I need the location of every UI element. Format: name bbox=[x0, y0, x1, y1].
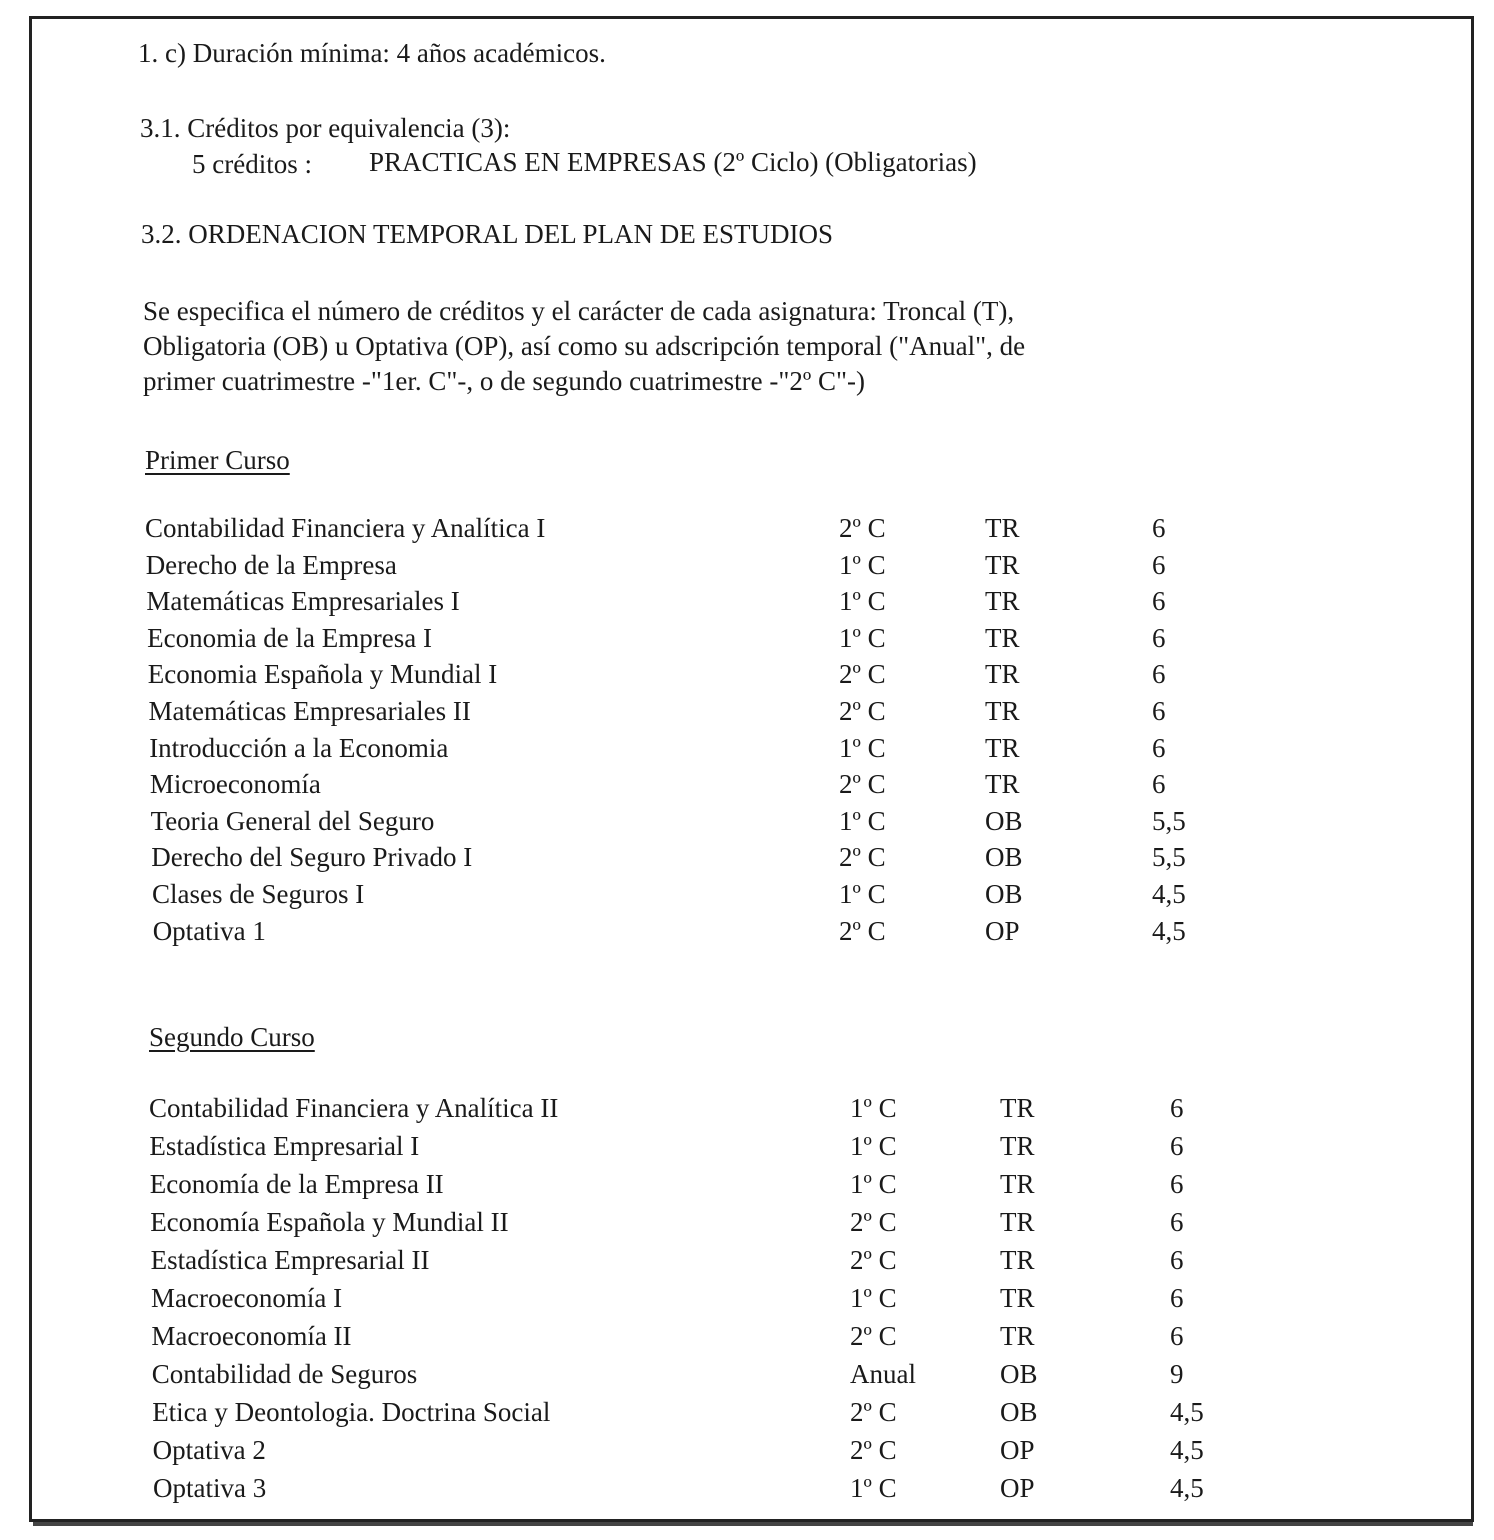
credits-cell: 4,5 bbox=[1152, 879, 1186, 909]
period-cell: 2º C bbox=[839, 842, 886, 873]
credits-cell: 6 bbox=[1152, 622, 1166, 653]
period-cell: 2º C bbox=[839, 513, 886, 543]
subject-cell: Macroeconomía II bbox=[151, 1321, 352, 1351]
subject-cell: Microeconomía bbox=[149, 769, 321, 800]
credits-cell: 6 bbox=[1170, 1321, 1184, 1351]
type-cell: TR bbox=[1000, 1245, 1035, 1275]
credits-cell: 6 bbox=[1170, 1207, 1184, 1237]
subject-cell: Introducción a la Economia bbox=[149, 732, 449, 763]
subject-cell: Optativa 1 bbox=[152, 915, 266, 946]
credits-cell: 6 bbox=[1170, 1131, 1184, 1161]
credits-cell: 4,5 bbox=[1170, 1473, 1204, 1503]
subject-cell: Economia de la Empresa I bbox=[147, 622, 432, 653]
credits-cell: 9 bbox=[1170, 1359, 1184, 1389]
table-row bbox=[0, 1361, 1494, 1397]
subject-cell: Matemáticas Empresariales I bbox=[146, 586, 460, 617]
table-row bbox=[0, 1247, 1494, 1283]
type-cell: OP bbox=[985, 915, 1020, 946]
type-cell: TR bbox=[985, 659, 1020, 690]
subject-cell: Contabilidad de Seguros bbox=[151, 1359, 418, 1389]
credits-cell: 6 bbox=[1152, 769, 1166, 800]
subject-cell: Estadística Empresarial I bbox=[149, 1131, 420, 1161]
type-cell: OP bbox=[1000, 1473, 1035, 1503]
period-cell: 2º C bbox=[839, 659, 886, 690]
period-cell: Anual bbox=[850, 1359, 916, 1389]
table-row bbox=[0, 1475, 1494, 1511]
description-line-2: Obligatoria (OB) u Optativa (OP), así como su adscripción temporal ("Anual", de bbox=[143, 331, 1026, 361]
credits-detail: PRACTICAS EN EMPRESAS (2º Ciclo) (Obligatorias) bbox=[369, 147, 977, 177]
credits-cell: 6 bbox=[1152, 696, 1166, 726]
table-row bbox=[0, 805, 1494, 844]
credits-amount: 5 créditos : bbox=[192, 149, 312, 179]
subject-cell: Matemáticas Empresariales II bbox=[148, 696, 471, 726]
period-cell: 2º C bbox=[850, 1435, 897, 1465]
type-cell: TR bbox=[985, 732, 1020, 763]
subject-cell: Economia Española y Mundial I bbox=[147, 659, 498, 690]
subject-cell: Contabilidad Financiera y Analítica I bbox=[145, 513, 546, 543]
credits-cell: 6 bbox=[1152, 659, 1166, 690]
type-cell: TR bbox=[1000, 1169, 1035, 1199]
type-cell: TR bbox=[985, 549, 1020, 580]
subject-cell: Etica y Deontologia. Doctrina Social bbox=[152, 1397, 551, 1427]
table-row bbox=[0, 1133, 1494, 1169]
table-row bbox=[0, 1285, 1494, 1321]
type-cell: TR bbox=[1000, 1321, 1035, 1351]
credits-cell: 6 bbox=[1152, 549, 1166, 580]
table-row bbox=[0, 588, 1494, 624]
table-row bbox=[0, 771, 1494, 807]
type-cell: OB bbox=[985, 842, 1023, 873]
section-title: 3.2. ORDENACION TEMPORAL DEL PLAN DE ESTUDIOS bbox=[141, 219, 833, 249]
period-cell: 1º C bbox=[839, 879, 886, 909]
credits-cell: 6 bbox=[1152, 586, 1166, 617]
type-cell: TR bbox=[985, 769, 1020, 800]
credits-cell: 6 bbox=[1170, 1169, 1184, 1199]
type-cell: TR bbox=[1000, 1131, 1035, 1161]
primer-curso-heading: Primer Curso bbox=[145, 445, 290, 475]
subject-cell: Macroeconomía I bbox=[151, 1283, 343, 1313]
period-cell: 2º C bbox=[839, 915, 886, 946]
type-cell: TR bbox=[985, 696, 1020, 726]
period-cell: 2º C bbox=[850, 1321, 897, 1351]
table-row bbox=[0, 1171, 1494, 1207]
subject-cell: Optativa 3 bbox=[153, 1473, 267, 1503]
period-cell: 2º C bbox=[850, 1397, 897, 1427]
table-row bbox=[0, 1323, 1494, 1359]
period-cell: 1º C bbox=[839, 622, 886, 653]
period-cell: 1º C bbox=[839, 586, 886, 617]
type-cell: TR bbox=[1000, 1093, 1035, 1123]
type-cell: TR bbox=[1000, 1283, 1035, 1313]
table-row bbox=[0, 698, 1494, 734]
credits-cell: 5,5 bbox=[1152, 842, 1186, 873]
table-row bbox=[0, 1399, 1494, 1435]
period-cell: 1º C bbox=[839, 549, 886, 580]
table-row bbox=[0, 549, 1494, 588]
subject-cell: Economía Española y Mundial II bbox=[150, 1207, 509, 1237]
period-cell: 2º C bbox=[850, 1245, 897, 1275]
table-row bbox=[0, 915, 1494, 954]
period-cell: 1º C bbox=[850, 1131, 897, 1161]
period-cell: 1º C bbox=[850, 1283, 897, 1313]
description-line-3: primer cuatrimestre -"1er. C"-, o de segundo cuatrimestre -"2º C"-) bbox=[143, 366, 865, 396]
table-row bbox=[0, 661, 1494, 697]
credits-cell: 4,5 bbox=[1170, 1397, 1204, 1427]
table-row bbox=[0, 1209, 1494, 1245]
description-line-1: Se especifica el número de créditos y el carácter de cada asignatura: Troncal (T), bbox=[143, 296, 1015, 326]
subject-cell: Teoria General del Seguro bbox=[150, 805, 435, 836]
subject-cell: Estadística Empresarial II bbox=[150, 1245, 430, 1275]
subject-cell: Economía de la Empresa II bbox=[149, 1169, 444, 1199]
type-cell: TR bbox=[985, 513, 1020, 543]
duration-line: 1. c) Duración mínima: 4 años académicos. bbox=[138, 38, 606, 68]
credits-cell: 6 bbox=[1170, 1283, 1184, 1313]
credits-title: 3.1. Créditos por equivalencia (3): bbox=[140, 113, 511, 143]
table-row bbox=[0, 881, 1494, 917]
credits-cell: 4,5 bbox=[1170, 1435, 1204, 1465]
table-row bbox=[0, 515, 1494, 551]
period-cell: 1º C bbox=[850, 1473, 897, 1503]
period-cell: 1º C bbox=[850, 1093, 897, 1123]
type-cell: TR bbox=[985, 586, 1020, 617]
credits-cell: 6 bbox=[1170, 1245, 1184, 1275]
table-row bbox=[0, 844, 1494, 880]
subject-cell: Derecho de la Empresa bbox=[145, 549, 397, 580]
type-cell: OP bbox=[1000, 1435, 1035, 1465]
subject-cell: Derecho del Seguro Privado I bbox=[151, 842, 473, 873]
subject-cell: Optativa 2 bbox=[152, 1435, 266, 1465]
table-row bbox=[0, 1095, 1494, 1131]
period-cell: 2º C bbox=[839, 769, 886, 800]
type-cell: OB bbox=[985, 805, 1023, 836]
period-cell: 1º C bbox=[839, 805, 886, 836]
subject-cell: Contabilidad Financiera y Analítica II bbox=[149, 1093, 559, 1123]
table-row bbox=[0, 622, 1494, 661]
credits-cell: 5,5 bbox=[1152, 805, 1186, 836]
credits-cell: 4,5 bbox=[1152, 915, 1186, 946]
period-cell: 1º C bbox=[839, 732, 886, 763]
segundo-curso-heading: Segundo Curso bbox=[149, 1022, 315, 1052]
period-cell: 2º C bbox=[850, 1207, 897, 1237]
table-row bbox=[0, 1437, 1494, 1473]
credits-cell: 6 bbox=[1170, 1093, 1184, 1123]
frame-bottom-edge bbox=[33, 1522, 1473, 1526]
credits-cell: 6 bbox=[1152, 513, 1166, 543]
type-cell: OB bbox=[1000, 1397, 1038, 1427]
type-cell: TR bbox=[985, 622, 1020, 653]
type-cell: OB bbox=[1000, 1359, 1038, 1389]
credits-cell: 6 bbox=[1152, 732, 1166, 763]
period-cell: 2º C bbox=[839, 696, 886, 726]
type-cell: TR bbox=[1000, 1207, 1035, 1237]
table-row bbox=[0, 732, 1494, 771]
subject-cell: Clases de Seguros I bbox=[152, 879, 365, 909]
period-cell: 1º C bbox=[850, 1169, 897, 1199]
type-cell: OB bbox=[985, 879, 1023, 909]
